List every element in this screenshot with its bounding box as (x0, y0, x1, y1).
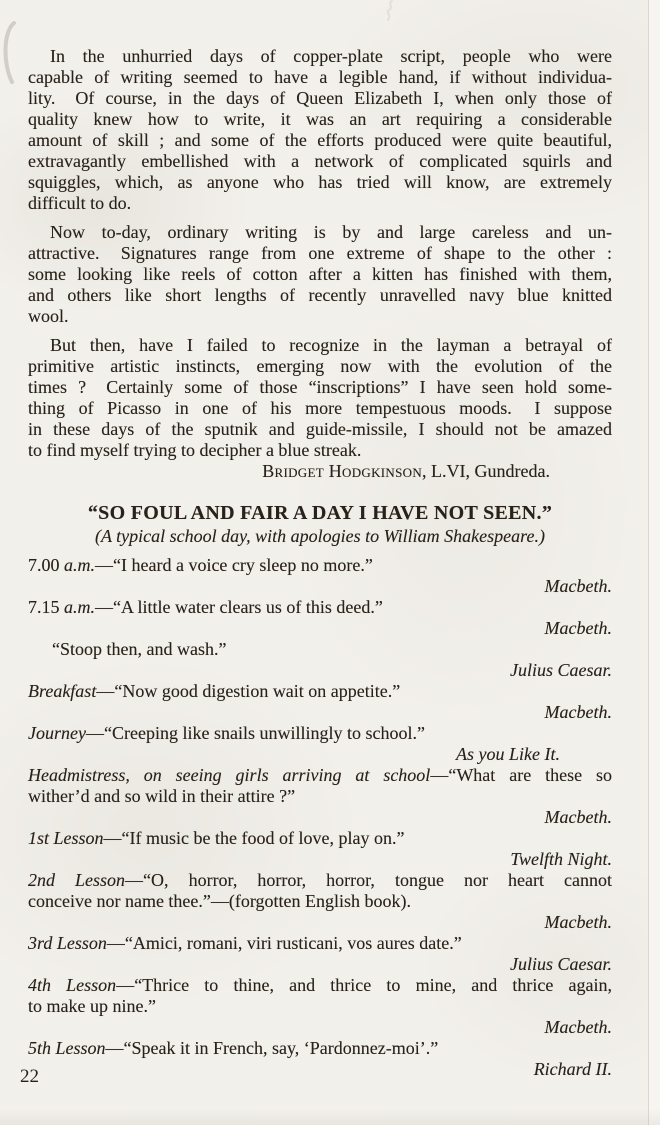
paragraph-line: primitive artistic instincts, emerging now with the evolution of the (28, 356, 612, 376)
page-number: 22 (20, 1066, 39, 1087)
entry-quote: “Stoop then, and wash.” (52, 639, 227, 659)
entry-label: a.m. (64, 555, 95, 575)
schedule-entry (28, 597, 612, 639)
entry-line (28, 1038, 612, 1059)
entry-label: Journey (28, 723, 86, 743)
entry-line (28, 891, 612, 912)
text-column (28, 0, 612, 1080)
entry-quote: —“O, horror, horror, horror, tongue nor heart cannot (125, 870, 612, 890)
entry-line (28, 597, 612, 618)
entry-quote: —“I heard a voice cry sleep no more.” (95, 555, 373, 575)
paragraph-line: Now to-day, ordinary writing is by and large careless and un- (50, 222, 612, 242)
attribution-play-title: As you Like It. (456, 744, 560, 764)
entry-label: Headmistress, on seeing girls arriving at school (28, 765, 431, 785)
section-subtitle: (A typical school day, with apologies to William Shakespeare.) (95, 526, 545, 546)
attribution-play-title: Julius Caesar. (509, 660, 612, 680)
paragraph-line: In the unhurried days of copper-plate script, people who were (50, 46, 612, 66)
section-title: “SO FOUL AND FAIR A DAY I HAVE NOT SEEN.” (87, 502, 553, 524)
entry-quote: —“Thrice to thine, and thrice to mine, and thrice again, (116, 975, 612, 995)
entry-line (28, 681, 612, 702)
attribution (28, 744, 612, 765)
entry-line (28, 933, 612, 954)
attribution (28, 849, 612, 870)
scan-edge-strip (649, 0, 660, 1125)
entry-quote: —“Speak it in French, say, ‘Pardonnez-moi’.” (105, 1038, 439, 1058)
paragraph-line: attractive. Signatures range from one extreme of shape to the other : (28, 243, 612, 263)
entry-label: 2nd Lesson (28, 870, 126, 890)
entry-quote: —“Amici, romani, viri rusticani, vos aures date.” (106, 933, 462, 953)
attribution-play-title: Macbeth. (544, 618, 612, 638)
intro-paragraphs (28, 46, 612, 461)
byline (28, 461, 612, 482)
entry-line (28, 996, 612, 1017)
entry-line (28, 765, 612, 786)
entry-line (28, 786, 612, 807)
byline-author: Bridget Hodgkinson (262, 461, 423, 481)
attribution (28, 660, 612, 681)
entry-label: 1st Lesson (28, 828, 104, 848)
attribution-play-title: Macbeth. (544, 702, 612, 722)
paragraph-line: thing of Picasso in one of his more tempestuous moods. I suppose (28, 398, 612, 418)
entry-quote: 7.00 (28, 555, 64, 575)
entry-label: Breakfast (28, 681, 97, 701)
schedule-entry (28, 975, 612, 1038)
entry-label: 3rd Lesson (28, 933, 107, 953)
paragraph (28, 46, 612, 214)
paragraph (28, 222, 612, 327)
attribution-play-title: Twelfth Night. (510, 849, 612, 869)
attribution-play-title: Julius Caesar. (509, 954, 612, 974)
paragraph-line: and others like short lengths of recently unravelled navy blue knitted (28, 285, 612, 305)
entry-quote: conceive nor name thee.”—(forgotten English book). (28, 891, 412, 911)
paragraph-line: lity. Of course, in the days of Queen Elizabeth I, when only those of (28, 88, 612, 108)
schedule-entry (28, 870, 612, 933)
ink-smudge-mark (0, 18, 20, 90)
paragraph-line: extravagantly embellished with a network of complicated squirls and (28, 151, 612, 171)
entry-quote: 7.15 (28, 597, 64, 617)
entry-quote: —“A little water clears us of this deed.” (95, 597, 383, 617)
entry-line (28, 723, 612, 744)
paragraph-line: But then, have I failed to recognize in the layman a betrayal of (50, 335, 612, 355)
attribution-play-title: Macbeth. (544, 576, 612, 596)
schedule-entry (28, 723, 612, 765)
entry-label: 4th Lesson (28, 975, 117, 995)
entry-label: a.m. (64, 597, 95, 617)
entry-quote: —“If music be the food of love, play on.” (103, 828, 405, 848)
entry-quote: wither’d and so wild in their attire ?” (28, 786, 296, 806)
paragraph-line: in these days of the sputnik and guide-missile, I should not be amazed (28, 419, 612, 439)
schedule-entry (28, 1038, 612, 1080)
paragraph-line: some looking like reels of cotton after a kitten has finished with them, (28, 264, 612, 284)
entry-line (28, 975, 612, 996)
schedule-entry (28, 639, 612, 681)
entry-line (28, 555, 612, 576)
attribution-play-title: Macbeth. (544, 1017, 612, 1037)
schedule-list (28, 555, 612, 1080)
entry-line (28, 639, 612, 660)
entry-quote: —“Creeping like snails unwillingly to school.” (85, 723, 425, 743)
attribution-play-title: Richard II. (533, 1059, 612, 1079)
paragraph-line: to find myself trying to decipher a blue streak. (28, 440, 362, 460)
schedule-entry (28, 933, 612, 975)
schedule-entry (28, 828, 612, 870)
schedule-entry (28, 681, 612, 723)
paragraph-line: difficult to do. (28, 193, 132, 213)
attribution-play-title: Macbeth. (544, 912, 612, 932)
schedule-entry (28, 765, 612, 828)
byline-form-house: , L.VI, Gundreda. (422, 461, 550, 481)
entry-label: 5th Lesson (28, 1038, 106, 1058)
paragraph-line: amount of skill ; and some of the efforts produced were quite beautiful, (28, 130, 612, 150)
attribution (28, 576, 612, 597)
attribution (28, 618, 612, 639)
paragraph-line: squiggles, which, as anyone who has tried will know, are extremely (28, 172, 612, 192)
attribution-play-title: Macbeth. (544, 807, 612, 827)
entry-quote: —“What are these so (430, 765, 613, 785)
entry-line (28, 870, 612, 891)
attribution (28, 807, 612, 828)
entry-quote: to make up nine.” (28, 996, 156, 1016)
attribution (28, 1059, 612, 1080)
schedule-entry (28, 555, 612, 597)
paragraph-line: capable of writing seemed to have a legible hand, if without individua- (28, 67, 612, 87)
paragraph (28, 335, 612, 461)
paragraph-line: wool. (28, 306, 69, 326)
attribution (28, 954, 612, 975)
entry-line (28, 828, 612, 849)
paragraph-line: quality knew how to write, it was an art requiring a considerable (28, 109, 612, 129)
entry-quote: —“Now good digestion wait on appetite.” (96, 681, 401, 701)
attribution (28, 1017, 612, 1038)
paragraph-line: times ? Certainly some of those “inscriptions” I have seen hold some- (28, 377, 612, 397)
attribution (28, 702, 612, 723)
attribution (28, 912, 612, 933)
